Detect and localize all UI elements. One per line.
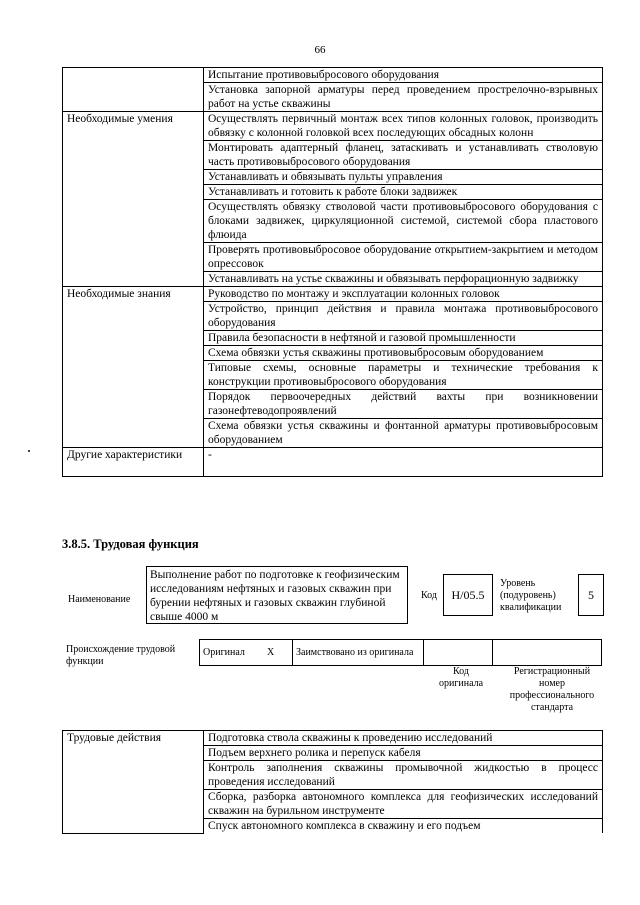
origin-mark: X (264, 640, 293, 666)
table-cell: Устанавливать и обвязывать пульты управления (204, 170, 603, 185)
level-value: 5 (578, 574, 604, 616)
scan-speck (28, 450, 30, 452)
table-cell: Испытание противовыбросового оборудования (204, 68, 603, 83)
table-cell: Порядок первоочередных действий вахты при возникновении газонефтеводопроявлений (204, 390, 603, 419)
table-cell: Устанавливать и готовить к работе блоки задвижек (204, 185, 603, 200)
table-cell: - (204, 448, 603, 477)
requirements-table (62, 67, 603, 477)
table-cell: Устанавливать на устье скважины и обвязывать перфорационную задвижку (204, 272, 603, 287)
table-cell: Осуществлять обвязку стволовой части противовыбросового оборудования с блоками задвижек, циркуляционной системой, системой сбора пластового флюида (204, 200, 603, 243)
table-cell: Установка запорной арматуры перед проведением прострелочно-взрывных работ на устье скважины (204, 83, 603, 112)
name-label: Наименование (68, 594, 131, 605)
table-cell: Подготовка ствола скважины к проведению исследований (204, 731, 603, 746)
origin-table (199, 639, 602, 666)
registration-number-caption: Регистрационный номер профессионального стандарта (509, 666, 595, 713)
row-label-knowledge: Необходимые знания (63, 287, 204, 448)
row-label-empty (63, 68, 204, 112)
name-value: Выполнение работ по подготовке к геофизическим исследованиям нефтяных и газовых скважин при бурении нефтяных и газовых скважин глубиной свыше 4000 м (146, 566, 408, 624)
row-label-other: Другие характеристики (63, 448, 204, 477)
table-row (63, 112, 603, 141)
table-row (63, 287, 603, 302)
table-cell: Подъем верхнего ролика и перепуск кабеля (204, 746, 603, 761)
code-label: Код (421, 590, 437, 601)
table-cell: Схема обвязки устья скважины противовыбросовым оборудованием (204, 346, 603, 361)
table-cell: Типовые схемы, основные параметры и технические требования к конструкции противовыбросового оборудования (204, 361, 603, 390)
code-value: H/05.5 (443, 574, 493, 616)
table-cell: Схема обвязки устья скважины и фонтанной арматуры противовыбросовым оборудованием (204, 419, 603, 448)
actions-table (62, 730, 603, 834)
original-code-caption: Код оригинала (438, 666, 484, 689)
table-cell: Правила безопасности в нефтяной и газовой промышленности (204, 331, 603, 346)
table-cell: Устройство, принцип действия и правила монтажа противовыбросового оборудования (204, 302, 603, 331)
table-cell: Монтировать адаптерный фланец, затаскивать и устанавливать стволовую часть противовыбросового оборудования (204, 141, 603, 170)
table-row (63, 448, 603, 477)
row-label-actions: Трудовые действия (63, 731, 204, 834)
origin-reg-cell (493, 640, 602, 666)
table-cell: Проверять противовыбросовое оборудование открытием-закрытием и методом опрессовок (204, 243, 603, 272)
origin-code-cell (424, 640, 493, 666)
level-label: Уровень (подуровень) квалификации (500, 578, 562, 613)
table-row (63, 731, 603, 746)
section-heading: 3.8.5. Трудовая функция (62, 537, 199, 551)
origin-original-label: Оригинал (200, 640, 265, 666)
table-row (63, 68, 603, 83)
table-cell: Контроль заполнения скважины промывочной жидкостью в процесс проведения исследований (204, 761, 603, 790)
table-cell: Осуществлять первичный монтаж всех типов колонных головок, производить обвязку с колонной головкой всех последующих обсадных колонн (204, 112, 603, 141)
row-label-skills: Необходимые умения (63, 112, 204, 287)
table-cell: Руководство по монтажу и эксплуатации колонных головок (204, 287, 603, 302)
table-cell: Спуск автономного комплекса в скважину и его подъем (204, 819, 603, 834)
origin-borrowed-label: Заимствовано из оригинала (293, 640, 424, 666)
origin-label: Происхождение трудовой функции (66, 644, 176, 667)
page-number: 66 (314, 44, 326, 56)
table-cell: Сборка, разборка автономного комплекса для геофизических исследований скважин на бурильном инструменте (204, 790, 603, 819)
